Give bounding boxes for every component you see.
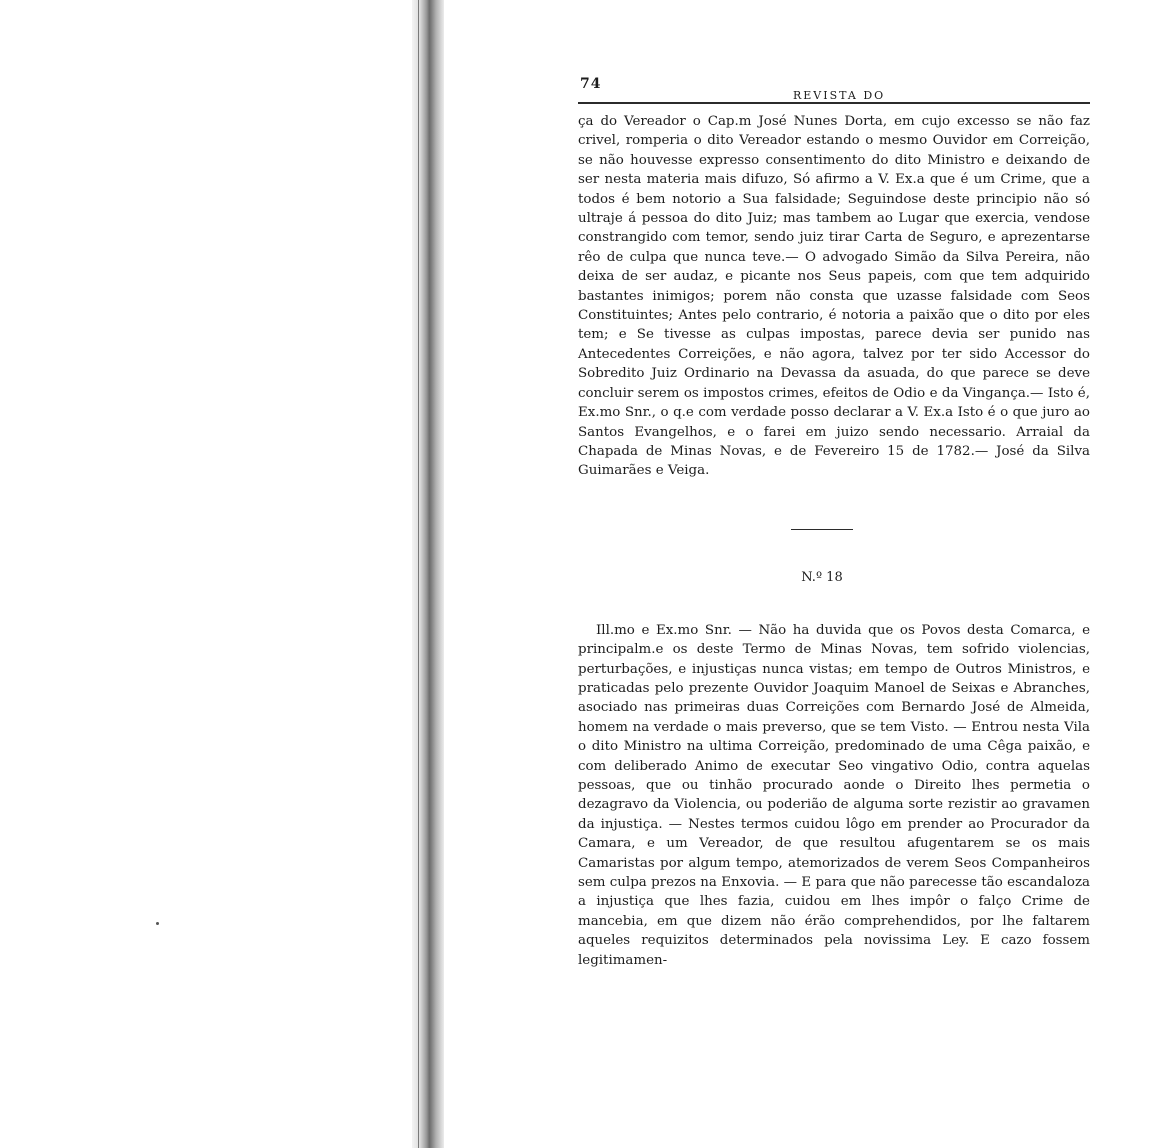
document-number: N.º 18: [801, 569, 843, 585]
book-page: [578, 70, 1090, 970]
running-head: [578, 70, 1090, 100]
header-rule: [578, 102, 1090, 104]
scan-speck: [156, 922, 159, 925]
letter-paragraph: Ill.mo e Ex.mo Snr. — Não ha duvida que os Povos desta Comarca, e principalm.e os deste Termo de Minas Novas, tem sofrido violencias, perturbações, e injustiças nunca vistas; em tempo de Outros Ministros, e praticadas pelo prezente Ouvidor Joaquim Manoel de Seixas e Abranches, asociado nas primeiras duas Correições com Bernardo José de Almeida, homem na verdade o mais preverso, que se tem Visto. — Entrou nesta Vila o dito Ministro na ultima Correição, predominado de uma Cêga paixão, e com deliberado Animo de executar Seo vingativo Odio, contra aquelas pessoas, que ou tinhão procurado aonde o Direito lhes permetia o dezagravo da Violencia, ou poderião de alguma sorte rezistir ao gravamen da injustiça. — Nestes termos cuidou lôgo em prender ao Procurador da Camara, e um Vereador, de que resultou afugentarem se os mais Camaristas por algum tempo, atemorizados de verem Seos Companheiros sem culpa prezos na Enxovia. — E para que não parecesse tão escandaloza a injustiça que lhes fazia, cuidou em lhes impôr o falço Crime de mancebia, em que dizem não érão comprehendidos, por lhe faltarem aqueles requizitos determinados pela novissima Ley. E cazo fossem legitimamen-: [578, 622, 1090, 968]
running-title: REVISTA DO: [793, 89, 886, 102]
section-separator: [791, 529, 853, 530]
gutter-shadow-line: [418, 0, 419, 1148]
letter-continuation-paragraph: ça do Vereador o Cap.m José Nunes Dorta, em cujo excesso se não faz crivel, romperia o dito Vereador estando o mesmo Ouvidor em Correição, se não houvesse expresso consentimento do dito Ministro e deixando de ser nesta materia mais difuzo, Só afirmo a V. Ex.a que é um Crime, que a todos é bem notorio a Sua falsidade; Seguindose deste principio não só ultraje á pessoa do dito Juiz; mas tambem ao Lugar que exercia, vendose constrangido com temor, sendo juiz tirar Carta de Seguro, e aprezentarse rêo de culpa que nunca teve.— O advogado Simão da Silva Pereira, não deixa de ser audaz, e picante nos Seus papeis, com que tem adquirido bastantes inimigos; porem não consta que uzasse falsidade com Seos Constituintes; Antes pelo contrario, é notoria a paixão que o dito por eles tem; e Se tivesse as culpas impostas, parece devia ser punido nas Antecedentes Correições, e não agora, talvez por ter sido Accessor do Sobredito Juiz Ordinario na Devassa da asuada, do que parece se deve concluir serem os impostos crimes, efeitos de Odio e da Vingança.— Isto é, Ex.mo Snr., o q.e com verdade posso declarar a V. Ex.a Isto é o que juro ao Santos Evangelhos, e o farei em juizo sendo necessario. Arraial da Chapada de Minas Novas, e de Fevereiro 15 de 1782.— José da Silva Guimarães e Veiga.: [578, 114, 1090, 479]
gutter-fold-line: [428, 0, 429, 1148]
page-number: 74: [580, 76, 602, 92]
